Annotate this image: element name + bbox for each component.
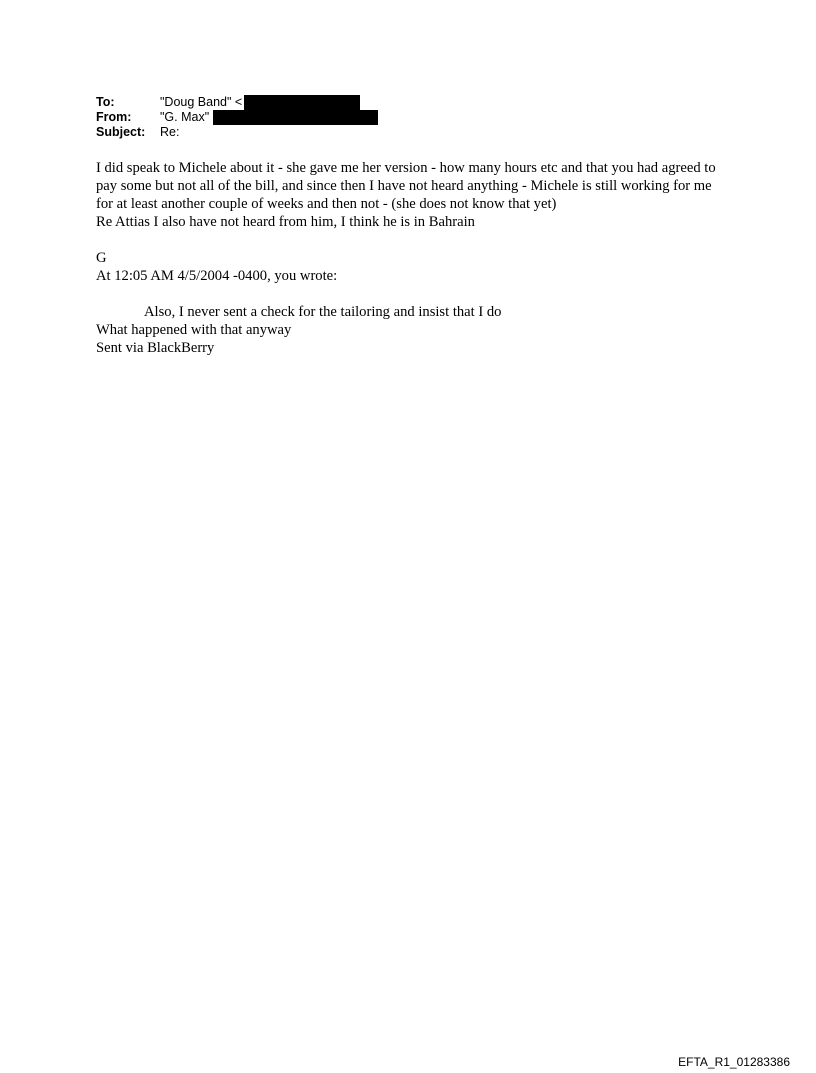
quoted-line: Also, I never sent a check for the tailoring and insist that I do [144,304,502,320]
subject-value: Re: [160,125,180,139]
email-body [96,159,721,357]
quote-header: At 12:05 AM 4/5/2004 -0400, you wrote: [96,268,338,284]
redaction-box [213,110,378,125]
body-line-attias: Re Attias I also have not heard from him, I think he is in Bahrain [96,214,475,230]
redaction-box [244,95,360,110]
from-row [96,110,378,125]
subject-label: Subject: [96,125,146,139]
to-row [96,95,378,110]
quoted-line: Sent via BlackBerry [96,340,215,356]
to-value [160,95,360,110]
to-label: To: [96,95,115,109]
subject-row [96,125,378,140]
body-paragraph: I did speak to Michele about it - she gave me her version - how many hours etc and that you had agreed to pay some but not all of the bill, and since then I have not heard anything - Michele is still working for me for at least another couple of weeks and then not - (she does not know that yet) [96,160,716,212]
blank-line [96,285,721,303]
email-header [96,95,378,140]
blank-line [96,231,721,249]
quoted-line: What happened with that anyway [96,322,292,338]
signature: G [96,250,107,266]
from-name: "G. Max" [160,110,210,124]
from-label: From: [96,110,132,124]
document-id: EFTA_R1_01283386 [678,1055,790,1069]
from-value [160,110,378,125]
to-name: "Doug Band" < [160,95,243,109]
